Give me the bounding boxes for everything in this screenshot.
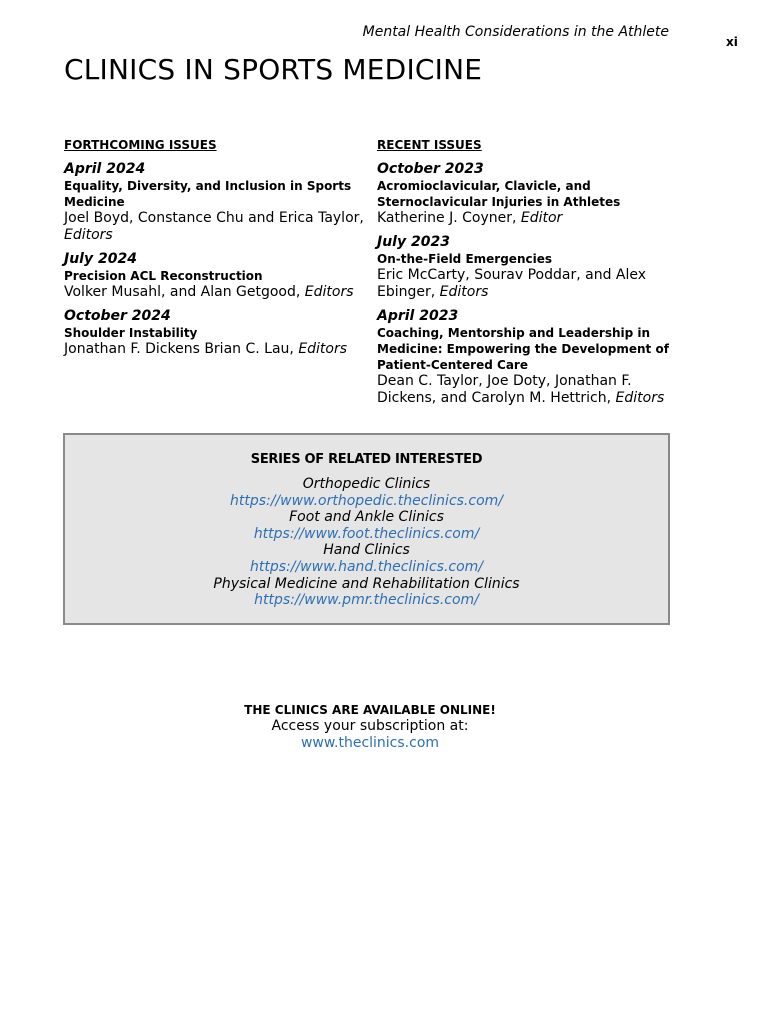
forthcoming-issues-column: [64, 138, 364, 365]
issue-date: April 2023: [377, 308, 459, 324]
issue-editors: [377, 373, 673, 407]
issue-topic: Coaching, Mentorship and Leadership in Medicine: Empowering the Development of Patient-Centered Care: [377, 326, 669, 372]
series-name: Foot and Ankle Clinics: [289, 509, 444, 526]
issue-topic: Shoulder Instability: [64, 326, 198, 340]
series-link[interactable]: https://www.orthopedic.theclinics.com/: [229, 492, 504, 509]
forthcoming-issue: [64, 161, 364, 244]
editor-role: Editors: [64, 227, 113, 243]
issue-editors: [377, 267, 673, 301]
issue-topic: Precision ACL Reconstruction: [64, 269, 263, 283]
issue-date: July 2023: [377, 234, 450, 250]
editor-role: Editor: [520, 210, 563, 226]
series-name: Orthopedic Clinics: [302, 476, 431, 492]
series-link[interactable]: https://www.pmr.theclinics.com/: [254, 592, 479, 609]
issue-topic: On-the-Field Emergencies: [377, 252, 552, 266]
issue-date: October 2024: [64, 308, 171, 324]
related-series-box: [63, 433, 670, 625]
online-subscription-text: Access your subscription at:: [271, 718, 469, 734]
forthcoming-issue: [64, 308, 364, 358]
editor-role: Editors: [439, 284, 489, 300]
series-name: Hand Clinics: [323, 542, 410, 559]
online-link[interactable]: www.theclinics.com: [300, 735, 440, 751]
issue-editors: [377, 210, 673, 227]
page-number: xi: [726, 35, 738, 49]
recent-issues-column: [377, 138, 673, 414]
issue-date: April 2024: [64, 161, 146, 177]
editor-names: Joel Boyd, Constance Chu and Erica Taylor,: [64, 210, 364, 226]
recent-issues-heading: RECENT ISSUES: [377, 138, 482, 152]
issue-editors: [64, 284, 364, 301]
editor-role: Editors: [304, 284, 354, 300]
issue-topic: Equality, Diversity, and Inclusion in Sports Medicine: [64, 179, 352, 209]
series-name: Physical Medicine and Rehabilitation Clinics: [213, 575, 520, 592]
issue-date: July 2024: [64, 251, 137, 267]
recent-issue: [377, 161, 673, 227]
online-heading: THE CLINICS ARE AVAILABLE ONLINE!: [244, 703, 496, 717]
journal-title: CLINICS IN SPORTS MEDICINE: [64, 53, 483, 86]
recent-issue: [377, 308, 673, 407]
issue-editors: [64, 210, 364, 244]
running-head: Mental Health Considerations in the Athlete: [362, 24, 669, 40]
series-heading: SERIES OF RELATED INTERESTED: [250, 452, 483, 467]
forthcoming-issue: [64, 251, 364, 301]
editor-role: Editors: [615, 390, 665, 406]
online-availability: [0, 702, 740, 752]
issue-topic: Acromioclavicular, Clavicle, and Sternoclavicular Injuries in Athletes: [377, 179, 621, 209]
issue-editors: [64, 341, 364, 358]
editor-role: Editors: [298, 341, 348, 357]
editor-names: Dean C. Taylor, Joe Doty, Jonathan F. Dickens, and Carolyn M. Hettrich,: [377, 373, 632, 406]
issue-date: October 2023: [377, 161, 484, 177]
editor-names: Jonathan F. Dickens Brian C. Lau,: [64, 341, 294, 357]
series-link[interactable]: https://www.foot.theclinics.com/: [253, 525, 480, 542]
recent-issue: [377, 234, 673, 301]
editor-names: Volker Musahl, and Alan Getgood,: [64, 284, 301, 300]
editor-names: Katherine J. Coyner,: [377, 210, 517, 226]
series-link[interactable]: https://www.hand.theclinics.com/: [249, 558, 484, 575]
editor-names: Eric McCarty, Sourav Poddar, and Alex Ebinger,: [377, 267, 647, 300]
forthcoming-issues-heading: FORTHCOMING ISSUES: [64, 138, 217, 152]
